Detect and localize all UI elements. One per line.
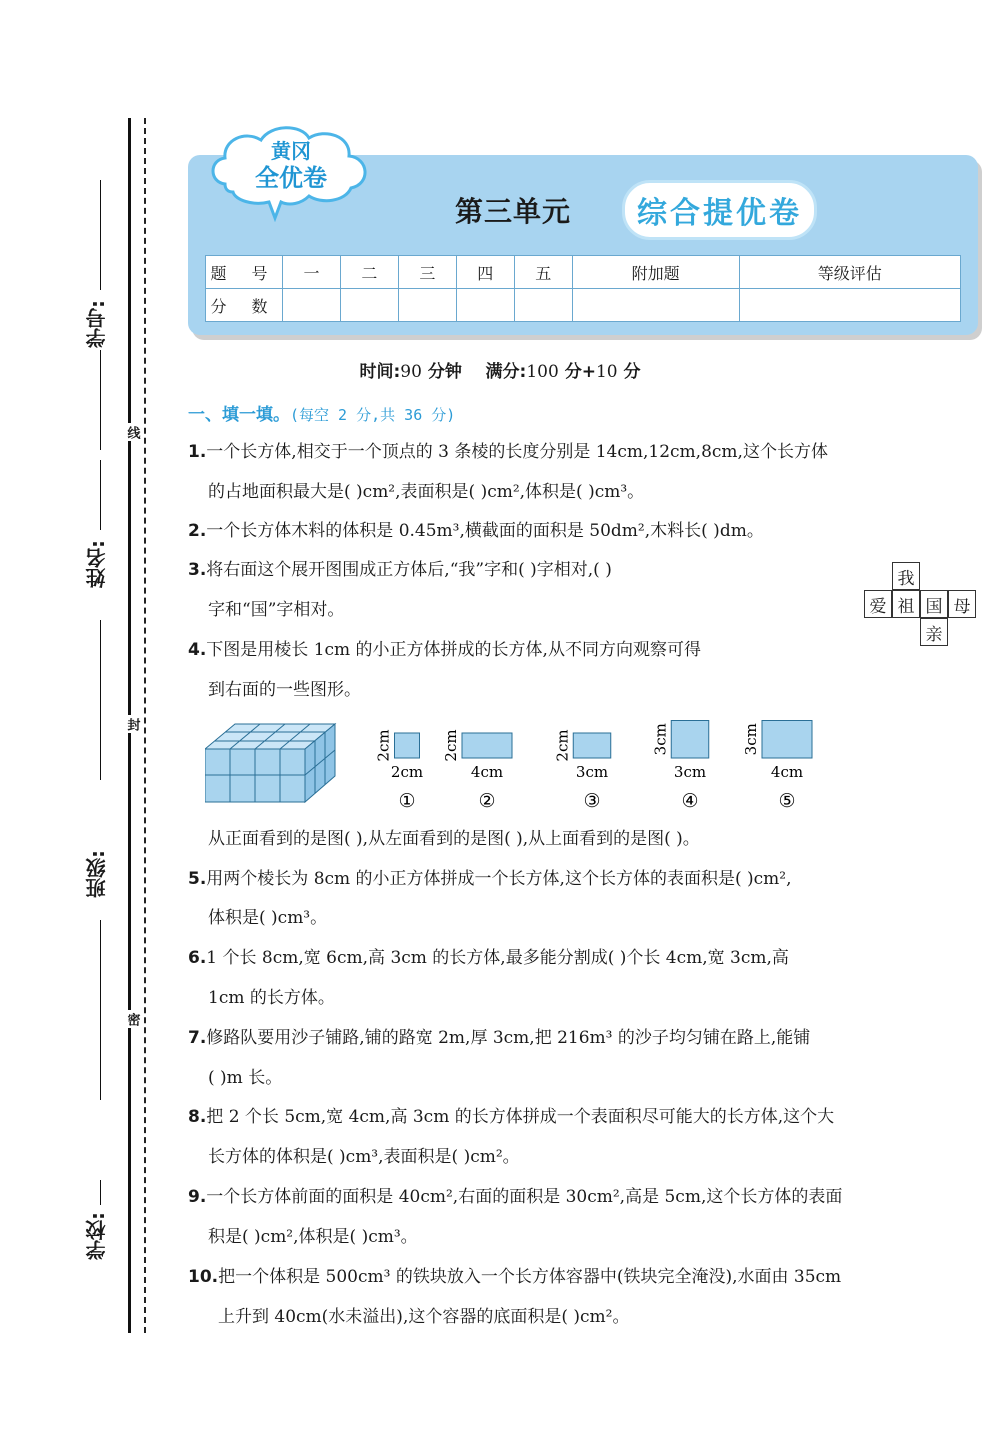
net-cell: 祖 [892, 590, 920, 618]
question-4-answer-line[interactable]: 从正面看到的是图( ),从左面看到的是图( ),从上面看到的是图( )。 [208, 829, 700, 849]
score-cell[interactable] [340, 289, 398, 322]
view-figure-number: ② [478, 790, 496, 812]
question-2[interactable]: 2.一个长方体木料的体积是 0.45m³,横截面的面积是 50dm²,木料长( )dm。 [188, 521, 764, 541]
name-line-2 [100, 620, 101, 780]
view-figure-height-label: 2cm [442, 729, 460, 762]
view-figure-rect [573, 733, 611, 758]
score-cell[interactable] [739, 289, 960, 322]
paper-type-badge: 综合提优卷 [622, 180, 817, 240]
score-value: 100 [526, 362, 559, 382]
score-table-score-row [206, 289, 961, 322]
view-figure-rect [762, 721, 812, 759]
score-unit-2: 分 [623, 362, 641, 382]
col-4: 四 [456, 256, 514, 289]
col-1: 一 [283, 256, 341, 289]
col-3: 三 [398, 256, 456, 289]
question-8-line2[interactable]: 长方体的体积是( )cm³,表面积是( )cm²。 [208, 1147, 520, 1167]
view-figure-rect [671, 721, 709, 759]
score-cell[interactable] [456, 289, 514, 322]
row-label-question-no: 题 号 [206, 256, 283, 289]
cuboid-figure [205, 722, 340, 804]
section-heading [188, 400, 455, 425]
question-5[interactable]: 5.用两个棱长为 8cm 的小正方体拼成一个长方体,这个长方体的表面积是( )cm², [188, 869, 792, 889]
score-cell[interactable] [572, 289, 739, 322]
net-cell: 母 [948, 590, 976, 618]
view-figure-height-label: 3cm [651, 723, 670, 756]
question-10-line2[interactable]: 上升到 40cm(水未溢出),这个容器的底面积是( )cm²。 [218, 1307, 630, 1327]
question-7: 7.修路队要用沙子铺路,铺的路宽 2m,厚 3cm,把 216m³ 的沙子均匀铺在路上,能铺 [188, 1028, 811, 1048]
question-4: 4.下图是用棱长 1cm 的小正方体拼成的长方体,从不同方向观察可得 [188, 640, 701, 660]
net-cell: 国 [920, 590, 948, 618]
view-figures [365, 718, 825, 818]
score-label: 满分: [485, 362, 527, 382]
view-figure-number: ④ [681, 790, 699, 812]
score-cell[interactable] [283, 289, 341, 322]
question-9-line2[interactable]: 积是( )cm²,体积是( )cm³。 [208, 1227, 418, 1247]
binding-mark-feng: 封 [124, 715, 140, 733]
time-value: 90 [400, 362, 422, 382]
net-cell: 爱 [864, 590, 892, 618]
question-10: 10.把一个体积是 500cm³ 的铁块放入一个长方体容器中(铁块完全淹没),水面由 35cm [188, 1267, 842, 1287]
brand-line2: 全优卷 [255, 164, 327, 192]
view-figure-width-label: 4cm [470, 763, 504, 781]
question-6[interactable]: 6.1 个长 8cm,宽 6cm,高 3cm 的长方体,最多能分割成( )个长 4cm,宽 3cm,高 [188, 948, 789, 968]
question-6-line2: 1cm 的长方体。 [208, 988, 335, 1008]
school-label: 学校: [85, 1212, 109, 1260]
unit-title: 第三单元 [455, 195, 572, 228]
question-4-line2: 到右面的一些图形。 [208, 680, 361, 700]
name-label: 姓名: [85, 540, 109, 588]
score-unit: 分+ [564, 362, 596, 382]
view-figure-rect [462, 733, 512, 758]
view-figure-number: ⑤ [778, 790, 796, 812]
school-line[interactable] [100, 1180, 101, 1205]
view-figure-width-label: 3cm [673, 763, 707, 781]
student-id-line[interactable] [100, 180, 101, 290]
question-1: 1.一个长方体,相交于一个顶点的 3 条棱的长度分别是 14cm,12cm,8cm,这个长方体 [188, 442, 828, 462]
row-label-score: 分 数 [206, 289, 283, 322]
class-line[interactable] [100, 920, 101, 1100]
col-bonus: 附加题 [572, 256, 739, 289]
binding-dashed-line [144, 118, 146, 1333]
time-label: 时间: [359, 362, 401, 382]
question-7-line2[interactable]: ( )m 长。 [208, 1068, 283, 1088]
score-cell[interactable] [514, 289, 572, 322]
brand-cloud-logo [205, 122, 375, 222]
view-figure-rect [395, 733, 420, 758]
col-grade: 等级评估 [739, 256, 960, 289]
net-cell-top: 我 [892, 562, 920, 590]
view-figure-number: ③ [583, 790, 601, 812]
binding-mark-xian: 线 [124, 423, 140, 441]
exam-meta [0, 357, 1000, 382]
view-figure-height-label: 2cm [553, 729, 572, 762]
question-3[interactable]: 3.将右面这个展开图围成正方体后,“我”字和( )字相对,( ) [188, 560, 612, 580]
student-id-label: 学号: [85, 300, 109, 348]
view-figure-width-label: 4cm [770, 763, 804, 781]
net-cell-bottom: 亲 [920, 618, 948, 646]
question-1-line2[interactable]: 的占地面积最大是( )cm²,表面积是( )cm²,体积是( )cm³。 [208, 482, 645, 502]
view-figure-width-label: 2cm [390, 763, 424, 781]
section-note: (每空 2 分,共 36 分) [290, 406, 456, 424]
col-2: 二 [340, 256, 398, 289]
score-cell[interactable] [398, 289, 456, 322]
name-line[interactable] [100, 460, 101, 530]
class-label: 班级: [85, 850, 109, 898]
question-5-line2[interactable]: 体积是( )cm³。 [208, 908, 328, 928]
score-table [205, 255, 961, 322]
question-8: 8.把 2 个长 5cm,宽 4cm,高 3cm 的长方体拼成一个表面积尽可能大的长方体,这个大 [188, 1107, 835, 1127]
view-figure-height-label: 2cm [374, 729, 393, 762]
view-figure-height-label: 3cm [742, 723, 760, 756]
col-5: 五 [514, 256, 572, 289]
time-unit: 分钟 [427, 362, 462, 382]
view-figure-number: ① [398, 790, 416, 812]
binding-mark-mi: 密 [124, 1010, 140, 1028]
brand-line1: 黄冈 [271, 139, 311, 163]
section-title: 一、填一填。 [188, 405, 290, 425]
score-bonus: 10 [595, 362, 618, 382]
question-9: 9.一个长方体前面的面积是 40cm²,右面的面积是 30cm²,高是 5cm,这个长方体的表面 [188, 1187, 843, 1207]
question-3-line2: 字和“国”字相对。 [208, 600, 345, 620]
view-figure-width-label: 3cm [575, 763, 609, 781]
score-table-header-row [206, 256, 961, 289]
